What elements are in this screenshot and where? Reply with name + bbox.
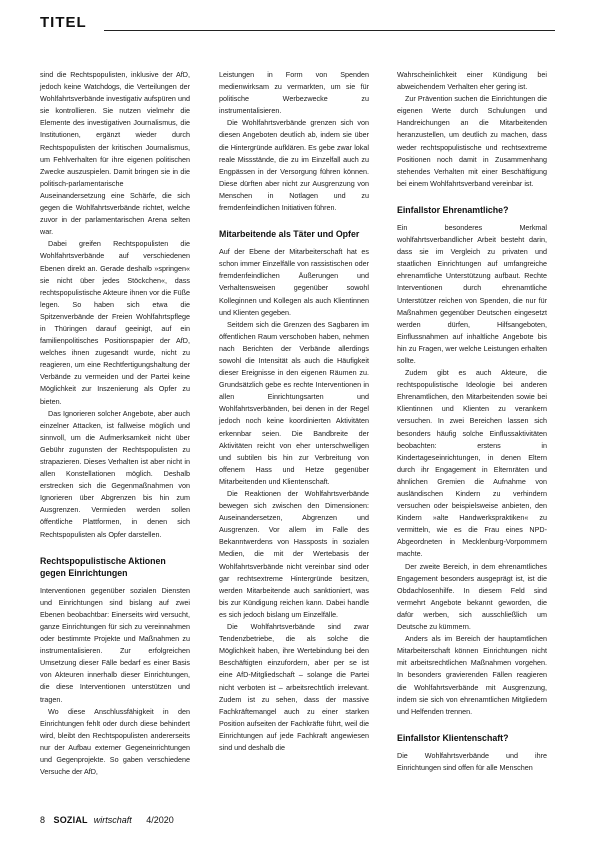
- paragraph: sind die Rechtspopulisten, inklusive der AfD, jedoch keine Watchdogs, die Verteilungen der Wohlfahrtsverbände investigativ aufspüren und sie kontrollieren. Sie nutzen vielmehr die Elemente des investigativen Journalismus, die Institutionen, ergänzt wieder durch Rechtspopulisten der kritischen Journalismus, um Fehlverhalten für ihre eigenen politischen Zwecke auszuspielen. Damit bringen sie in die politisch-parlamentarische Auseinandersetzung eine Schärfe, die sich gegen die Wohlfahrtsverbände richtet, welche zuvor in der parlamentarischen Arena selten war.: [40, 70, 190, 237]
- brand-italic: wirtschaft: [93, 815, 132, 825]
- text-column-3: [397, 69, 547, 774]
- paragraph: Ein besonderes Merkmal wohlfahrtsverbandlicher Arbeit besteht darin, dass sie im Vergleich zu privaten und staatlichen Einrichtungen auf umfangreiche ehrenamtliche Unterstützung aufbaut. Rechte Interventionen durch ehrenamtliche Unterstützer reichen von Spenden, die nur für Maßnahmen gegenüber Deutschen eingesetzt werden dürfen, Hilfsangeboten, Einflussnahmen auf inhaltliche Angebote bis hin zu Fragen, wer welche Leistungen erhalten sollte.: [397, 222, 547, 365]
- text-column-2: [219, 69, 369, 754]
- section-heading: Einfallstor Klientenschaft?: [397, 732, 509, 743]
- section-heading: Mitarbeitende als Täter und Opfer: [219, 229, 360, 240]
- paragraph: Anders als im Bereich der hauptamtlichen Mitarbeiterschaft können Einrichtungen nicht mit arbeitsrechtlichen Maßnahmen vorgehen. In besonders gravierenden Fällen reagieren die Wohlfahrtsverbände mit Ausgrenzung, indem sie sich von ehrenamtlichen Mitgliedern und Helfenden trennen.: [397, 634, 547, 716]
- section-title: TITEL: [40, 14, 87, 31]
- section-heading: Einfallstor Ehrenamtliche?: [397, 204, 509, 215]
- page-footer: [40, 815, 180, 825]
- paragraph: Der zweite Bereich, in dem ehrenamtliches Engagement besonders ausgeprägt ist, ist die Obdachlosenhilfe. In diesem Feld sind vermehrt Angebote bekannt geworden, die dafür werben, sich ausschließlich um Deutsche zu kümmern.: [397, 561, 547, 632]
- paragraph: Leistungen in Form von Spenden medienwirksam zu vermarkten, um sie für politische Werbezwecke zu instrumentalisieren.: [219, 70, 369, 116]
- section-heading: Rechtspopulistische Aktionen gegen Einrichtungen: [40, 555, 166, 578]
- issue-number: 4/2020: [146, 815, 174, 825]
- header-rule: [104, 30, 555, 31]
- paragraph: Die Reaktionen der Wohlfahrtsverbände bewegen sich zwischen den Dimensionen: Auseinandersetzen, Abgrenzen und Ausgrenzen. Vor allem im Falle des Bekanntwerdens von Hassposts in sozialen Medien, die mit der Wertebasis der Wohlfahrtsverbände nicht vereinbar sind oder gar rechtsextreme Hintergründe besitzen, werden Mitarbeitende auch sanktioniert, was bis zur Kündigung reichen kann. Dabei handle es sich jedoch bislang um Einzelfälle.: [219, 489, 369, 619]
- magazine-brand: [54, 815, 138, 825]
- paragraph: Zur Prävention suchen die Einrichtungen die eigenen Werte durch Schulungen und Handreichungen an die Mitarbeitenden heranzustellen, um deutlich zu machen, dass weder rechtspopulistische und rechtsextreme Positionen noch damit in Zusammenhang stehendes Verhalten mit einer Beschäftigung bei einem Wohlfahrtsverband vereinbar ist.: [397, 94, 547, 188]
- paragraph: Auf der Ebene der Mitarbeiterschaft hat es schon immer Einzelfälle von rassistischen oder fremdenfeindlichen Äußerungen und Verhaltensweisen gegenüber sowohl Kolleginnen und Kollegen als auch Klientinnen und Klienten gegeben.: [219, 247, 369, 317]
- paragraph: Das Ignorieren solcher Angebote, aber auch einzelner Attacken, ist fallweise möglich und sinnvoll, um die Aufmerksamkeit nicht über Gebühr zugunsten der Rechtspopulisten zu strapazieren. Dieses Verhalten ist aber nicht in allen Konstellationen möglich. Deshalb erstrecken sich die Gegenmaßnahmen von Ignorieren über Abgrenzen bis hin zum Ausgrenzen. Vermieden werden sollen öffentliche Plattformen, in denen sich Rechtspopulisten als Opfer darstellen.: [40, 408, 190, 539]
- paragraph: Wo diese Anschlussfähigkeit in den Einrichtungen fehlt oder durch diese behindert wird, bleibt den Rechtspopulisten andererseits nur der Aufbau externer Gegeneinrichtungen und Gegenprojekte. So gaben verschiedene Versuche der AfD,: [40, 706, 190, 777]
- paragraph: Die Wohlfahrtsverbände sind zwar Tendenzbetriebe, die als solche die Möglichkeit haben, ihre Wertebindung bei den Beschäftigten einzufordern, aber per se ist eine AfD-Mitgliedschaft – solange die Partei nicht verboten ist – arbeitsrechtlich irrelevant. Zudem ist zu sehen, dass der massive Fachkräftemangel auch zu einer starken Position aufseiten der Fachkräfte führt, weil die Einrichtungen auf jede Fachkraft angewiesen sind und deshalb die: [219, 622, 369, 752]
- paragraph: Die Wohlfahrtsverbände und ihre Einrichtungen sind offen für alle Menschen: [397, 750, 547, 772]
- page-header: [40, 12, 555, 38]
- page-number: 8: [40, 815, 46, 825]
- paragraph: Wahrscheinlichkeit einer Kündigung bei abweichendem Verhalten eher gering ist.: [397, 70, 547, 92]
- paragraph: Die Wohlfahrtsverbände grenzen sich von diesen Angeboten deutlich ab, indem sie über die Hintergründe aufklären. Es gebe zwar lokal reale Missstände, die zu im Einzelfall auch zu Engpässen in der Versorgung führen können. Diese dürften aber nicht zur Ausgrenzung von Menschen in Notlagen und zu fremdenfeindlichen Initiativen führen.: [219, 118, 369, 213]
- paragraph: Dabei greifen Rechtspopulisten die Wohlfahrtsverbände auf verschiedenen Ebenen direkt an. Gerade deshalb »springen« sie nicht über jedes Stöckchen«, dass rechtspopulistische Akteure ihnen vor die Füße legen. So haben sich etwa die Spitzenverbände der Freien Wohlfahrtspflege in Thüringen darauf geeinigt, auf ein familienpolitisches Positionspapier der AfD, welches ihnen zugesandt wurde, nicht zu reagieren, um eine Rechtfertigungshaltung der Verbände zu vermeiden und der Partei keine Möglichkeit zur Inszenierung als Opfer zu bieten.: [40, 239, 190, 406]
- paragraph: Zudem gibt es auch Akteure, die rechtspopulistische Ideologie bei anderen Ehrenamtlichen, den Mitarbeitenden sowie bei Klientinnen und Klienten zu verankern versuchen. In zwei Bereichen lassen sich besonders häufig solche Einflussaktivitäten beobachten: erstens in Kindertageseinrichtungen, in denen Eltern durch ihr Engagement in Elternräten und ähnlichen Gremien die Aufnahme von ausländischen Kindern zu verhindern versuchen oder beispielsweise anbieten, den Kindern »alte Handwerkspraktiken« zu vermitteln, wie es die Frau eines NPD-Abgeordneten in Mecklenburg-Vorpommern machte.: [397, 368, 547, 559]
- brand-bold: SOZIAL: [53, 815, 88, 825]
- text-column-1: [40, 69, 190, 778]
- paragraph: Seitdem sich die Grenzen des Sagbaren im öffentlichen Raum verschoben haben, nehmen nach Berichten der Verbände allerdings sowohl die Intensität als auch die Häufigkeit dieser Ereignisse in den eigenen Räumen zu. Grundsätzlich gebe es rechte Interventionen in allen Einrichtungsarten und Wohlfahrtsverbänden, bei denen in der Regel jedoch noch keine koordinierten Aktivitäten erkennbar seien. Die Bandbreite der Aktivitäten reicht von eher unterschwelligen und subtilen bis hin zur Verbreitung von offenem Hass und Hetze gegenüber Mitarbeitenden und Klientenschaft.: [219, 319, 369, 486]
- paragraph: Interventionen gegenüber sozialen Diensten und Einrichtungen sind bislang auf zwei Ebenen beobachtbar: Einerseits wird versucht, ganze Einrichtungen für sich zu vereinnahmen oder bestimmte Projekte und Maßnahmen zu instrumentalisieren. Zur erfolgreichen Umsetzung dieser Fälle bedarf es einer Basis von Akteuren innerhalb dieser Einrichtungen, die diese Interventionen unterstützen und tragen.: [40, 585, 190, 704]
